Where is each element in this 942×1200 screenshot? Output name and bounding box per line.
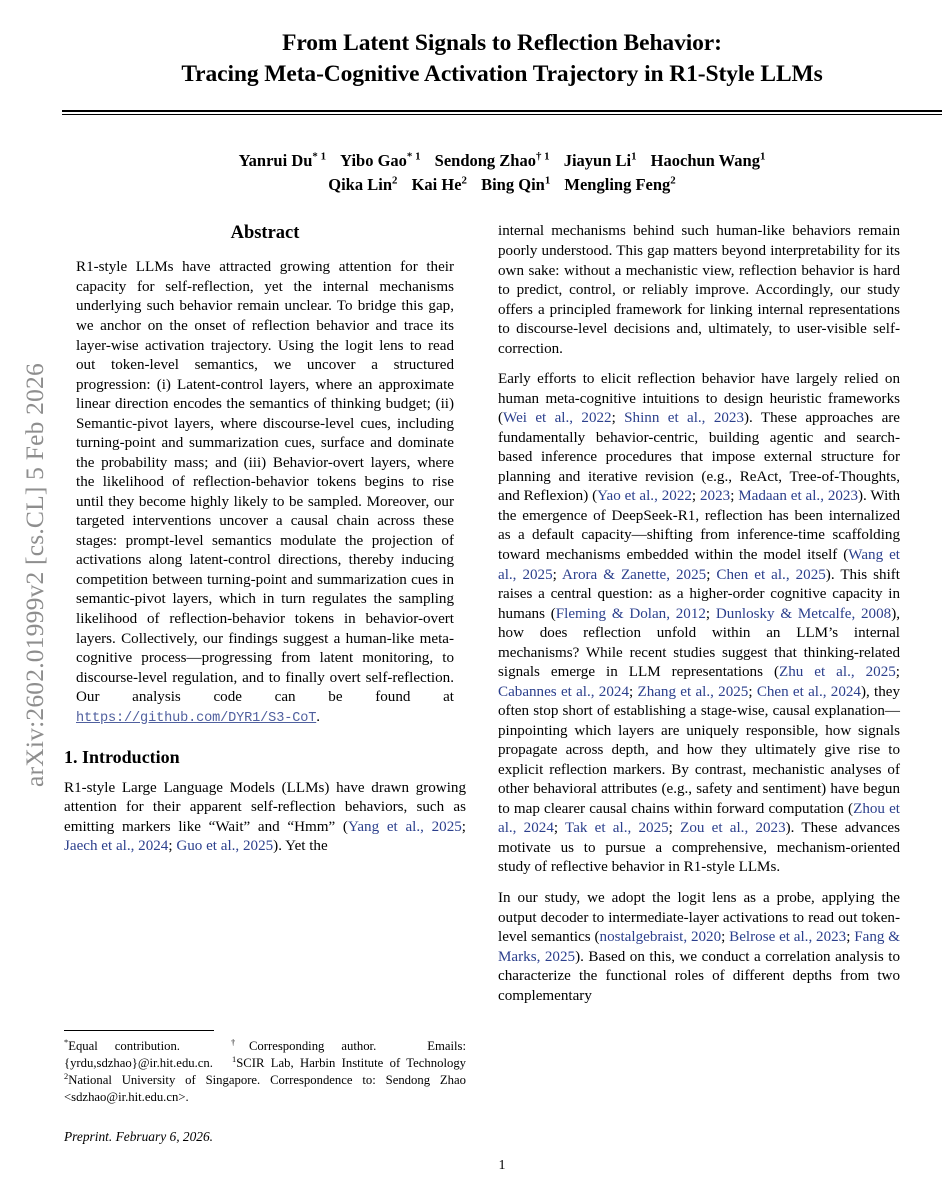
text-segment: ). These advances motivate us to pursue a comprehensive, mechanism-oriented study of reflective behavior in R1-style LLMs. <box>498 820 901 876</box>
text-segment: ; <box>730 488 739 505</box>
author-list <box>62 149 942 197</box>
author <box>328 175 397 194</box>
arxiv-stamp <box>0 0 62 1200</box>
text-segment: ; <box>706 566 717 583</box>
author <box>564 175 675 194</box>
footnote-text <box>64 1038 466 1106</box>
author <box>481 175 550 194</box>
text-segment: ; <box>552 566 563 583</box>
footnote-mark-one: 1 <box>232 1054 237 1064</box>
citation-link[interactable]: Guo et al., 2025 <box>176 838 274 855</box>
text-segment: ). These approaches are fundamentally behavior-centric, building agentic and search-based inference procedures that impose external structure for planning and iterative revision (e.g., ReAct, Tree-of-Thoughts, and Reflexion) ( <box>498 410 900 505</box>
citation-link[interactable]: Arora & Zanette, 2025 <box>562 566 707 583</box>
text-segment: ; <box>691 488 700 505</box>
text-segment: ; <box>168 838 177 855</box>
citation-link[interactable]: Zhu et al., 2025 <box>779 664 896 681</box>
author-name: Jiayun Li <box>563 150 632 170</box>
text-segment: ; <box>705 605 716 622</box>
text-segment: ; <box>846 929 855 946</box>
abstract-paragraph <box>76 258 454 727</box>
title-block <box>62 0 942 115</box>
text-segment: ; <box>748 683 757 700</box>
right-paragraph-2 <box>498 370 900 878</box>
citation-link[interactable]: Wang et al., 2025 <box>498 546 900 583</box>
footnote-part: National University of Singapore. Correspondence to: Sendong Zhao <sdzhao@ir.hit.edu.cn>. <box>64 1072 466 1104</box>
text-segment: ; <box>895 664 900 681</box>
citation-link[interactable]: Shinn et al., 2023 <box>624 410 745 427</box>
abstract-heading: Abstract <box>230 223 300 244</box>
citation-link[interactable]: Yang et al., 2025 <box>347 818 462 835</box>
author-name: Sendong Zhao <box>434 150 536 170</box>
author-marks: † 1 <box>535 150 550 163</box>
abstract-text-tail: . <box>316 708 321 725</box>
text-segment: ; <box>553 820 566 837</box>
page-title <box>92 28 912 90</box>
citation-link[interactable]: Zhang et al., 2025 <box>637 683 749 700</box>
page-number: 1 <box>498 1158 506 1173</box>
citation-link[interactable]: Jaech et al., 2024 <box>64 838 169 855</box>
author-name: Yibo Gao <box>340 150 407 170</box>
author-marks: 1 <box>544 174 551 187</box>
citation-link[interactable]: Fang & Marks, 2025 <box>498 929 900 965</box>
author-marks: 2 <box>670 174 676 187</box>
author-row-1 <box>62 149 942 173</box>
footnote-part: Emails: {yrdu,sdzhao}@ir.hit.edu.cn. <box>64 1039 467 1070</box>
title-line-1: From Latent Signals to Reflection Behavior: <box>282 30 722 56</box>
abstract-text: R1-style LLMs have attracted growing attention for their capacity for self-reflection, yet the internal mechanisms underlying such behavior remain unclear. To bridge this gap, we anchor on the onset of reflection behavior and trace its layer-wise activation trajectory. Using the logit lens to read out token-level semantics, we uncover a structured progression: (i) Latent-control layers, where an approximate linear direction encodes the semantics of thinking budget; (ii) Semantic-pivot layers, where discourse-level cues, including turning-point and summarization cues, surface and dominate the probability mass; and (iii) Behavior-overt layers, where the likelihood of reflection-behavior tokens begins to rise until they become highly likely to be sampled. Moreover, our targeted interventions uncover a causal chain across these stages: prompt-level semantics modulate the projection of activations along latent-control directions, thereby inducing competition between turning-point and summarization cues in semantic-pivot layers, which in turn regulates the sampling likelihood of reflection-behavior tokens in behavior-overt layers. Collectively, our findings suggest a human-like meta-cognitive process—progressing from latent monitoring, to discourse-level regulation, and to finally overt self-reflection. Our analysis code can be found at <box>76 259 454 706</box>
citation-link[interactable]: Wei et al., 2022 <box>503 410 612 427</box>
citation-link[interactable]: 2023 <box>700 488 731 505</box>
author <box>651 151 766 170</box>
author-name: Kai He <box>411 174 462 194</box>
citation-link[interactable]: Zou et al., 2023 <box>680 820 786 837</box>
author-marks: 2 <box>392 174 398 187</box>
text-segment: ). With the emergence of DeepSeek-R1, reflection has been internalized as a default capacity—shifting from inference-time scaffolding toward mechanisms embedded within the model itself ( <box>498 488 901 563</box>
text-segment: ), they often stop short of establishing a stage-wise, causal explanation—pinpointing which layers are uniquely responsible, how signals propagate across depth, and how they ultimately give rise to explicit reflection markers. By contrast, mechanistic analyses of other behavioral attributes (e.g., safety and sentiment) have begun to map clearer causal chains within forward computation ( <box>498 683 901 817</box>
preprint-notice: Preprint. February 6, 2026. <box>64 1128 214 1144</box>
author <box>435 151 550 170</box>
footnote-block <box>64 1030 466 1145</box>
author <box>564 151 637 170</box>
author-marks: * 1 <box>312 150 327 163</box>
footnote-mark-dagger: † <box>230 1037 249 1047</box>
author-name: Haochun Wang <box>650 150 760 170</box>
author-name: Mengling Feng <box>564 174 671 194</box>
author-marks: 1 <box>759 150 766 163</box>
author-name: Qika Lin <box>328 174 393 194</box>
arxiv-stamp-text: arXiv:2602.01999v2 [cs.CL] 5 Feb 2026 <box>20 363 49 787</box>
text-segment: ). Yet the <box>273 838 328 855</box>
right-column <box>498 222 900 1017</box>
text-segment: In our study, we adopt the logit lens as a probe, applying the output decoder to intermediate-layer activations to read out token-level semantics ( <box>498 890 900 946</box>
footnote-part: SCIR Lab, Harbin Institute of Technology <box>236 1055 467 1070</box>
text-segment: ; <box>721 929 730 946</box>
author <box>412 175 467 194</box>
footnote-divider <box>64 1030 214 1031</box>
author <box>239 151 326 170</box>
intro-paragraph-1 <box>64 779 466 857</box>
left-column <box>64 222 467 1144</box>
citation-link[interactable]: Chen et al., 2025 <box>716 566 826 583</box>
author-name: Bing Qin <box>481 174 545 194</box>
section-heading-introduction: 1. Introduction <box>64 747 180 768</box>
title-divider <box>62 110 942 115</box>
citation-link[interactable]: Belrose et al., 2023 <box>729 929 847 946</box>
text-segment: R1-style Large Language Models (LLMs) have drawn growing attention for their apparent self-reflection behaviors, such as emitting markers like “Wait” and “Hmm” ( <box>64 779 466 835</box>
footnote-part: Corresponding author. <box>248 1039 377 1053</box>
text-segment: ). This shift raises a central question: as a higher-order cognitive capacity in humans ( <box>498 566 901 622</box>
abstract-body <box>64 258 466 727</box>
right-paragraph-3 <box>498 889 900 1006</box>
code-repo-link[interactable]: https://github.com/DYR1/S3-CoT <box>76 710 317 726</box>
citation-link[interactable]: Zhou et al., 2024 <box>498 800 900 837</box>
text-segment: ). Based on this, we conduct a correlation analysis to characterize the functional roles of different depths from two complementary <box>498 948 900 1004</box>
citation-link[interactable]: Chen et al., 2024 <box>756 683 861 700</box>
citation-link[interactable]: nostalgebraist, 2020 <box>599 929 722 946</box>
right-paragraph-1: internal mechanisms behind such human-like behaviors remain poorly understood. This gap matters beyond interpretability for its own sake: without a mechanistic view, reflection behavior is hard to predict, control, or reliably improve. Accordingly, our study offers a principled framework for linking internal representations to discourse-level decisions and, ultimately, to user-visible self-correction. <box>498 223 900 357</box>
text-segment: ), how does reflection unfold within an LLM’s internal mechanisms? While recent studies suggest that thinking-related signals emerge in LLM representations ( <box>498 605 900 681</box>
author-row-2 <box>62 173 942 197</box>
author <box>340 151 420 170</box>
citation-link[interactable]: Tak et al., 2025 <box>565 820 669 837</box>
text-segment: ; <box>668 820 681 837</box>
citation-link[interactable]: Dunlosky & Metcalfe, 2008 <box>715 605 892 622</box>
author-marks: 2 <box>461 174 467 187</box>
footnote-part: Equal contribution. <box>68 1039 180 1053</box>
citation-link[interactable]: Yao et al., 2022 <box>597 488 692 505</box>
paper-page <box>62 0 942 1200</box>
title-line-2: Tracing Meta-Cognitive Activation Trajectory in R1-Style LLMs <box>181 61 823 88</box>
text-segment: Early efforts to elicit reflection behavior have largely relied on human meta-cognitive intuitions to design heuristic frameworks ( <box>498 371 900 427</box>
author-marks: * 1 <box>406 150 421 163</box>
two-column-body <box>62 222 942 1144</box>
author-name: Yanrui Du <box>238 150 313 170</box>
citation-link[interactable]: Cabannes et al., 2024 <box>498 683 629 700</box>
text-segment: ; <box>461 818 466 835</box>
author-marks: 1 <box>631 150 637 163</box>
citation-link[interactable]: Fleming & Dolan, 2012 <box>555 605 706 622</box>
footnote-mark-two: 2 <box>64 1071 69 1081</box>
text-segment: ; <box>629 683 638 700</box>
footnote-mark-star: * <box>64 1037 69 1047</box>
text-segment: ; <box>611 410 625 427</box>
citation-link[interactable]: Madaan et al., 2023 <box>738 488 859 505</box>
